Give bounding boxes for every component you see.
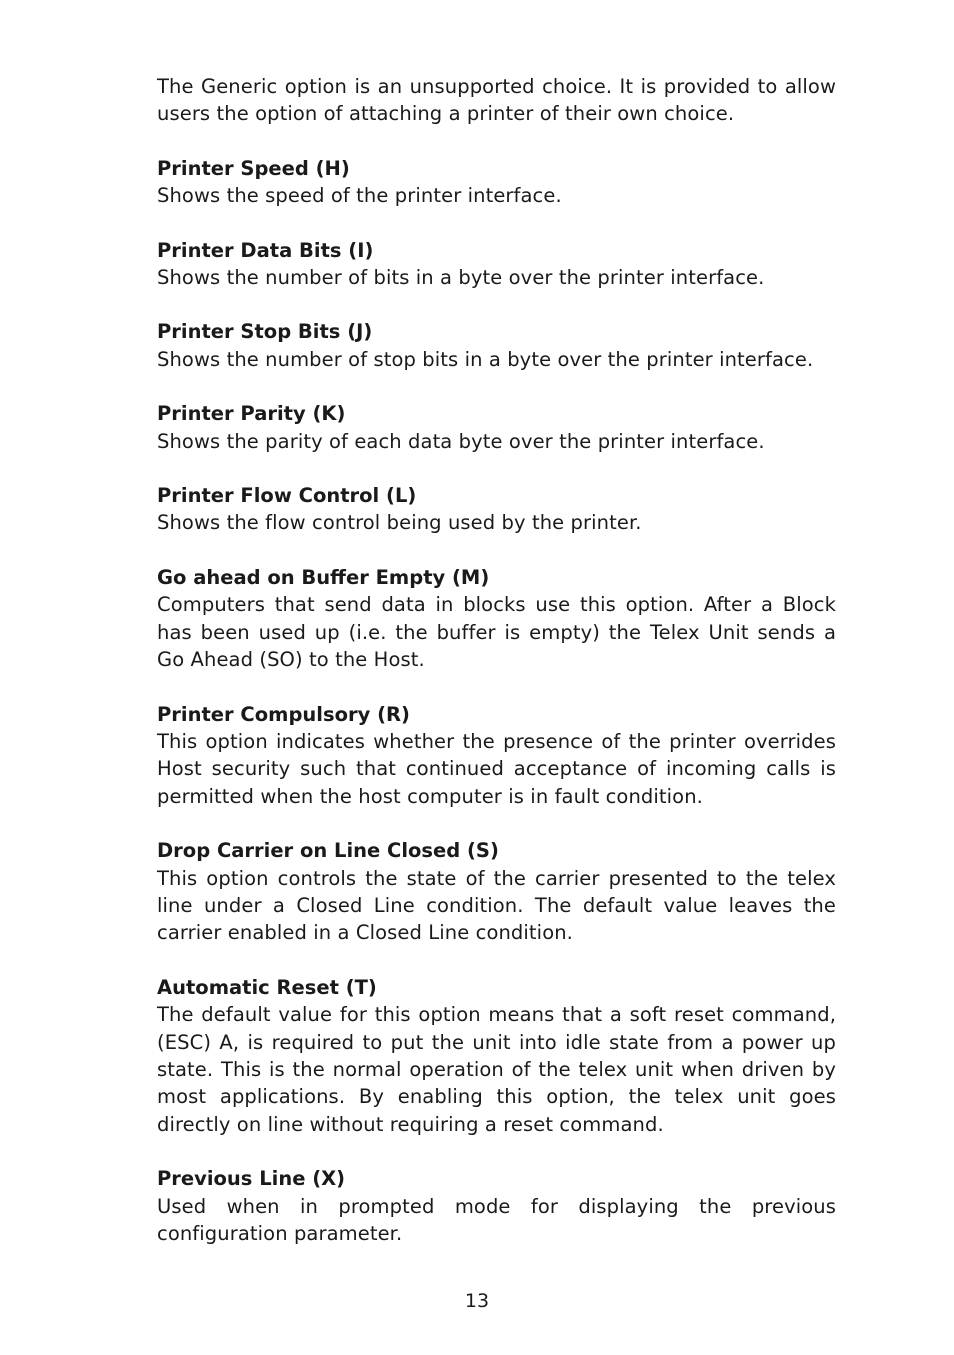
section-body: Computers that send data in blocks use this option. After a Block has been used up (i.e. the buffer is empty) the Telex Unit sends a Go Ahead (SO) to the Host. [157,593,836,672]
section-heading: Go ahead on Buffer Empty (M) [157,565,490,589]
section-body: Shows the number of stop bits in a byte over the printer interface. [157,347,814,371]
section-body: Shows the flow control being used by the printer. [157,511,642,535]
section-printer-flow-control [157,482,836,537]
section-automatic-reset [157,974,836,1138]
section-body: This option indicates whether the presence of the printer overrides Host security such that continued acceptance of incoming calls is permitted when the host computer is in fault condition. [157,729,836,808]
section-drop-carrier [157,837,836,947]
section-heading: Printer Stop Bits (J) [157,320,373,344]
section-go-ahead-buffer-empty [157,564,836,674]
section-body: Used when in prompted mode for displaying the previous configuration parameter. [157,1194,836,1245]
section-printer-compulsory [157,701,836,811]
section-heading: Previous Line (X) [157,1167,346,1191]
section-printer-speed [157,155,836,210]
page-number: 13 [464,1290,490,1312]
section-heading: Printer Parity (K) [157,402,346,426]
section-body: Shows the speed of the printer interface. [157,184,562,208]
section-body: This option controls the state of the carrier presented to the telex line under a Closed Line condition. The default value leaves the carrier enabled in a Closed Line condition. [157,866,836,945]
section-printer-stop-bits [157,318,836,373]
section-printer-data-bits [157,237,836,292]
section-heading: Printer Data Bits (I) [157,238,374,262]
section-heading: Printer Speed (H) [157,156,350,180]
section-heading: Printer Compulsory (R) [157,702,410,726]
section-body: The default value for this option means that a soft reset command, (ESC) A, is required to put the unit into idle state from a power up state. This is the normal operation of the telex unit when driven by most applications. By enabling this option, the telex unit goes directly on line without requiring a reset command. [157,1003,836,1136]
section-printer-parity [157,400,836,455]
page-content [157,73,836,1274]
section-previous-line [157,1165,836,1247]
intro-paragraph: The Generic option is an unsupported choice. It is provided to allow users the option of attaching a printer of their own choice. [157,75,836,126]
section-body: Shows the number of bits in a byte over the printer interface. [157,266,765,290]
section-heading: Drop Carrier on Line Closed (S) [157,839,499,863]
section-heading: Automatic Reset (T) [157,975,377,999]
section-heading: Printer Flow Control (L) [157,484,417,508]
section-body: Shows the parity of each data byte over the printer interface. [157,429,765,453]
